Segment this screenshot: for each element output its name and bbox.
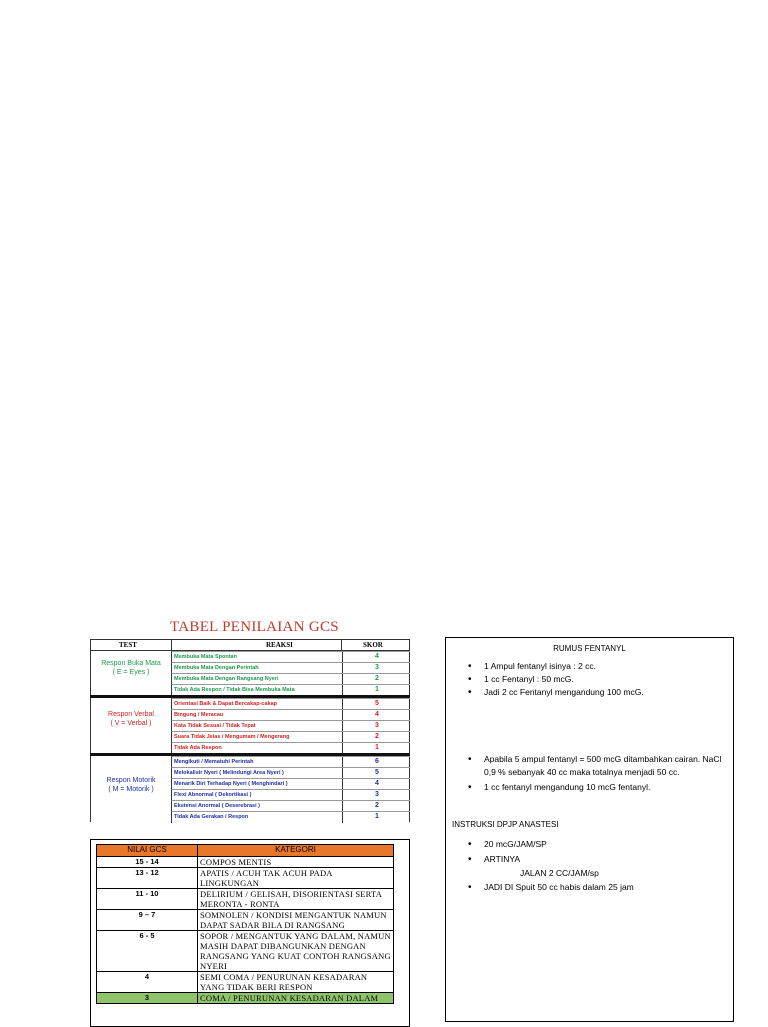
kategori-cell: APATIS / ACUH TAK ACUH PADA LINGKUNGAN: [198, 868, 394, 889]
gcs-row: Membuka Mata Spontan 4: [171, 651, 410, 663]
gcs-group-verbal: [90, 698, 410, 753]
header-kategori: KATEGORI: [198, 845, 394, 857]
nilai-cell: 9 – 7: [97, 910, 198, 931]
gcs-table-header: [90, 639, 410, 651]
kategori-cell: COMA / PENURUNAN KESADARAN DALAM: [198, 993, 394, 1004]
list-item: • JADI DI Spuit 50 cc habis dalam 25 jam: [468, 881, 634, 894]
gcs-group-label: Respon Motorik ( M = Motorik ): [106, 777, 156, 793]
gcs-group-motor: [90, 756, 410, 822]
gcs-row: Flexi Abnormal ( Dekortikasi ) 3: [171, 789, 410, 801]
fentanyl-formula-box: [445, 637, 734, 1022]
gcs-table-title: TABEL PENILAIAN GCS: [170, 619, 339, 635]
list-item: • 1 cc Fentanyl : 50 mcG.: [468, 673, 644, 686]
nilai-cell: 13 - 12: [97, 868, 198, 889]
kategori-cell: SOMNOLEN / KONDISI MENGANTUK NAMUN DAPAT SADAR BILA DI RANGSANG: [198, 910, 394, 931]
kategori-cell: DELIRIUM / GELISAH, DISORIENTASI SERTA MERONTA - RONTA: [198, 889, 394, 910]
kategori-cell: SOPOR / MENGANTUK YANG DALAM, NAMUN MASIH DAPAT DIBANGUNKAN DENGAN RANGSANG YANG KUAT CONTOH RANGSANG NYERI: [198, 931, 394, 972]
gcs-row: Kata Tidak Sesuai / Tidak Tepat 3: [171, 720, 410, 732]
list-item: • ARTINYA: [468, 853, 547, 866]
gcs-row: Membuka Mata Dengan Perintah 3: [171, 662, 410, 674]
gcs-group-label: Respon Buka Mata ( E = Eyes ): [101, 660, 161, 676]
gcs-row: Tidak Ada Gerakan / Respon 1: [171, 811, 410, 823]
header-skor: SKOR: [363, 641, 383, 649]
kategori-cell: COMPOS MENTIS: [198, 857, 394, 868]
gcs-row: Menarik Diri Terhadap Nyeri ( Menghindari ) 4: [171, 778, 410, 790]
gcs-row: Bingung / Meracau 4: [171, 709, 410, 721]
list-item: • Jadi 2 cc Fentanyl mengandung 100 mcG.: [468, 686, 644, 699]
list-item: • 20 mcG/JAM/SP: [468, 838, 547, 851]
table-row: [97, 857, 394, 868]
gcs-row: Ekstensi Anormal ( Deserebrasi ) 2: [171, 800, 410, 812]
list-item: • 1 cc fentanyl mengandung 10 mcG fentanyl.: [468, 781, 723, 794]
nilai-cell: 11 - 10: [97, 889, 198, 910]
gcs-group-label: Respon Verbal ( V = Verbal ): [108, 711, 154, 727]
nilai-gcs-table: [96, 844, 394, 1004]
instruction-list: [468, 838, 547, 866]
list-item: • Apabila 5 ampul fentanyl = 500 mcG ditambahkan cairan. NaCl 0,9 % sebanyak 40 cc maka totalnya menjadi 50 cc.: [468, 753, 723, 779]
gcs-row: Melokalisir Nyeri ( Melindungi Area Nyeri ) 5: [171, 767, 410, 779]
dosage-list: [468, 660, 644, 699]
header-test: TEST: [119, 641, 137, 649]
gcs-row: Orientasi Baik & Dapat Bercakap-cakap 5: [171, 698, 410, 710]
table-row: [97, 889, 394, 910]
jalan-text: JALAN 2 CC/JAM/sp: [520, 868, 599, 878]
header-nilai-gcs: NILAI GCS: [97, 845, 198, 857]
list-item: • 1 Ampul fentanyl isinya : 2 cc.: [468, 660, 644, 673]
table-row: [97, 868, 394, 889]
gcs-row: Membuka Mata Dengan Rangsang Nyeri 2: [171, 673, 410, 685]
gcs-row: Tidak Ada Respon 1: [171, 742, 410, 754]
header-reaksi: REAKSI: [266, 641, 293, 649]
gcs-row: Tidak Ada Respon / Tidak Bisa Membuka Mata 1: [171, 684, 410, 696]
table-row-highlight: [97, 993, 394, 1004]
dilution-list: [468, 753, 723, 794]
gcs-group-eyes: [90, 651, 410, 695]
nilai-cell: 6 - 5: [97, 931, 198, 972]
nilai-cell: 4: [97, 972, 198, 993]
nilai-cell: 3: [97, 993, 198, 1004]
instruksi-title: INSTRUKSI DPJP ANASTESI: [452, 820, 559, 829]
gcs-row: Mengikuti / Mematuhi Perintah 6: [171, 756, 410, 768]
nilai-cell: 15 - 14: [97, 857, 198, 868]
result-list: [468, 881, 634, 894]
table-row: [97, 931, 394, 972]
gcs-row: Suara Tidak Jelas / Mengumam / Mengerang 2: [171, 731, 410, 743]
nilai-gcs-box: [90, 839, 410, 1027]
table-row: [97, 972, 394, 993]
fentanyl-title: RUMUS FENTANYL: [553, 644, 626, 653]
gcs-assessment-table: [90, 615, 410, 825]
table-row: [97, 910, 394, 931]
nilai-header-row: [97, 845, 394, 857]
kategori-cell: SEMI COMA / PENURUNAN KESADARAN YANG TIDAK BERI RESPON: [198, 972, 394, 993]
